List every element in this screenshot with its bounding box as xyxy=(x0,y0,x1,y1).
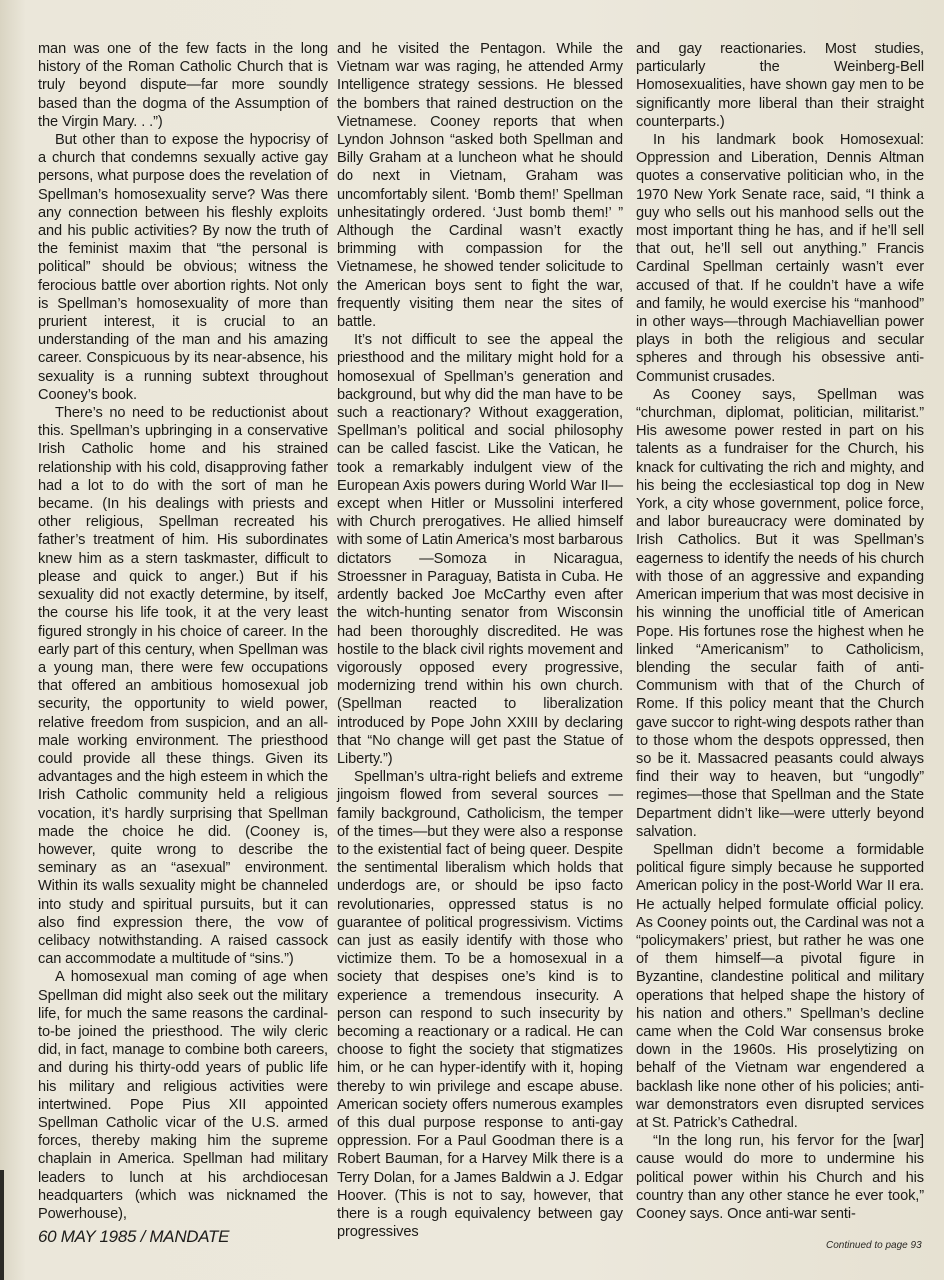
text-column-1 xyxy=(38,40,328,1223)
paragraph: In his landmark book Homosexual: Oppression and Liberation, Dennis Altman quotes a conservative politician who, in the 1970 New York Senate race, said, “I think a guy who sells out his manhood sells out the most important thing he has, and if he’ll sell that out, he’ll sell out anything.” Francis Cardinal Spellman certainly wasn’t ever accused of that. If he couldn’t have a wife and family, he would exercise his “manhood” in other ways—through Machiavellian power plays in both the religious and secular spheres and through his obsessive anti-Communist crusades. xyxy=(636,132,924,385)
paragraph: Spellman didn’t become a formidable political figure simply because he supported American policy in the post-World War II era. He actually helped formulate official policy. As Cooney points out, the Cardinal was not a “policymakers’ priest, but rather he was one of them himself—a pivotal figure in Byzantine, clandestine political and military operations that helped shape the history of his nation and others.” Spellman’s decline came when the Cold War consensus broke down in the 1960s. His proselytizing on behalf of the Vietnam war engendered a backlash like none other of his policies; anti-war demonstrators even disrupted services at St. Patrick’s Cathedral. xyxy=(636,841,924,1131)
page-folio: 60 MAY 1985 / MANDATE xyxy=(38,1227,230,1246)
text-column-3 xyxy=(636,40,924,1223)
text-column-2 xyxy=(337,40,623,1241)
paragraph: and gay reactionaries. Most studies, particularly the Weinberg-Bell Homosexualities, have shown gay men to be significantly more liberal than their straight counterparts.) xyxy=(636,41,924,130)
paragraph: and he visited the Pentagon. While the Vietnam war was raging, he attended Army Intelligence strategy sessions. He blessed the bombers that rained destruction on the Vietnamese. Cooney reports that when Lyndon Johnson “asked both Spellman and Billy Graham at a luncheon what he should do next in Vietnam, Graham was uncomfortably silent. ‘Bomb them!’ Spellman unhesitatingly ordered. ‘Just bomb them!’ ” Although the Cardinal wasn’t exactly brimming with compassion for the Vietnamese, he showed tender solicitude to the American boys sent to fight the war, frequently visiting them near the sites of battle. xyxy=(337,41,623,331)
paragraph: A homosexual man coming of age when Spellman did might also seek out the military life, for much the same reasons the cardinal-to-be joined the priesthood. The wily cleric did, in fact, manage to combine both careers, and during his thirty-odd years of public life his military and religious activities were intertwined. Pope Pius XII appointed Spellman Catholic vicar of the U.S. armed forces, thereby making him the supreme chaplain in America. Spellman had military leaders to lunch at his archdiocesan headquarters (which was nicknamed the Powerhouse), xyxy=(38,969,328,1222)
binding-edge xyxy=(0,1170,4,1280)
paragraph: There’s no need to be reductionist about this. Spellman’s upbringing in a conservative Irish Catholic home and his strained relationship with his cold, disapproving father had a lot to do with the sort of man he became. (In his dealings with priests and other religious, Spellman recreated his father’s treatment of him. His subordinates knew him as a stern taskmaster, difficult to please and quick to anger.) But if his sexuality did not exactly determine, by itself, the course his life took, it at the very least figured strongly in his choice of career. In the early part of this century, when Spellman was a young man, there were few occupations that offered an ambitious homosexual job security, the opportunity to wield power, relative freedom from suspicion, and an all-male working environment. The priesthood could provide all these things. Given its advantages and the high esteem in which the Irish Catholic community held a religious vocation, it’s hardly surprising that Spellman made the choice he did. (Cooney is, however, quite wrong to describe the seminary as an “asexual” environment. Within its walls sexuality might be channeled into study and spiritual pursuits, but it can also find expression there, the vow of celibacy notwithstanding. A raised cassock can accommodate a multitude of “sins.”) xyxy=(38,405,328,968)
paragraph: But other than to expose the hypocrisy of a church that condemns sexually active gay persons, what purpose does the revelation of Spellman’s homosexuality serve? Was there any connection between his fleshly exploits and his public activities? By now the truth of the feminist maxim that “the personal is political” should be obvious; witness the ferocious battle over abortion rights. Not only is Spellman’s homosexuality of more than prurient interest, it is crucial to an understanding of the man and his amazing career. Conspicuous by its near-absence, his sexuality is a running subtext throughout Cooney’s book. xyxy=(38,132,328,403)
paragraph: “In the long run, his fervor for the [war] cause would do more to undermine his political power within his Church and his country than any other stance he ever took,” Cooney says. Once anti-war senti- xyxy=(636,1133,924,1222)
paragraph: man was one of the few facts in the long history of the Roman Catholic Church that is truly beyond dispute—far more soundly based than the dogma of the Assumption of the Virgin Mary. . .”) xyxy=(38,41,328,130)
continued-note: Continued to page 93 xyxy=(826,1240,922,1251)
paragraph: Spellman’s ultra-right beliefs and extreme jingoism flowed from several sources —family background, Catholicism, the temper of the times—but they were also a response to the existential fact of being queer. Despite the sentimental liberalism which holds that underdogs are, or should be ipso facto revolutionaries, oppressed status is no guarantee of political progressivism. Victims can just as easily identify with those who victimize them. To be a homosexual in a society that despises one’s kind is to experience a tremendous insecurity. A person can respond to such insecurity by becoming a reactionary or a radical. He can choose to fight the society that stigmatizes him, or he can hyper-identify with it, hoping thereby to win privilege and escape abuse. American society offers numerous examples of this dual purpose response to anti-gay oppression. For a Paul Goodman there is a Robert Bauman, for a Harvey Milk there is a Terry Dolan, for a James Baldwin a J. Edgar Hoover. (This is not to say, however, that there is a rough equivalency between gay progressives xyxy=(337,769,623,1241)
paragraph: It’s not difficult to see the appeal the priesthood and the military might hold for a homosexual of Spellman’s generation and background, but why did the man have to be such a reactionary? Without exaggeration, Spellman’s political and social philosophy can be called fascist. Like the Vatican, he took a remarkably indulgent view of the European Axis powers during World War II—except when Hitler or Mussolini interfered with Church prerogatives. He allied himself with some of Latin America’s most barbarous dictators —Somoza in Nicaragua, Stroessner in Paraguay, Batista in Cuba. He ardently backed Joe McCarthy even after the witch-hunting senator from Wisconsin had been thoroughly discredited. He was hostile to the black civil rights movement and vigorously opposed every progressive, modernizing trend within his own church. (Spellman reacted to liberalization introduced by Pope John XXIII by declaring that “No change will get past the Statue of Liberty.”) xyxy=(337,332,623,767)
paragraph: As Cooney says, Spellman was “churchman, diplomat, politician, militarist.” His awesome power rested in part on his talents as a fundraiser for the Church, his knack for cultivating the rich and mighty, and his being the ecclesiastical top dog in New York, a city whose government, police force, and labor bureaucracy were dominated by Irish Catholics. But it was Spellman’s eagerness to identify the needs of his church with those of an aggressive and expanding American imperium that was most decisive in his winning the unofficial title of American Pope. His fortunes rose the highest when he linked “Americanism” to Catholicism, blending the secular faith of anti-Communism with that of the Church of Rome. If this policy meant that the Church gave succor to right-wing despots rather than to those whom the despots oppressed, then so be it. Massacred peasants could always find their way to heaven, but “ungodly” regimes—those that Spellman and the State Department didn’t like—were utterly beyond salvation. xyxy=(636,386,924,840)
